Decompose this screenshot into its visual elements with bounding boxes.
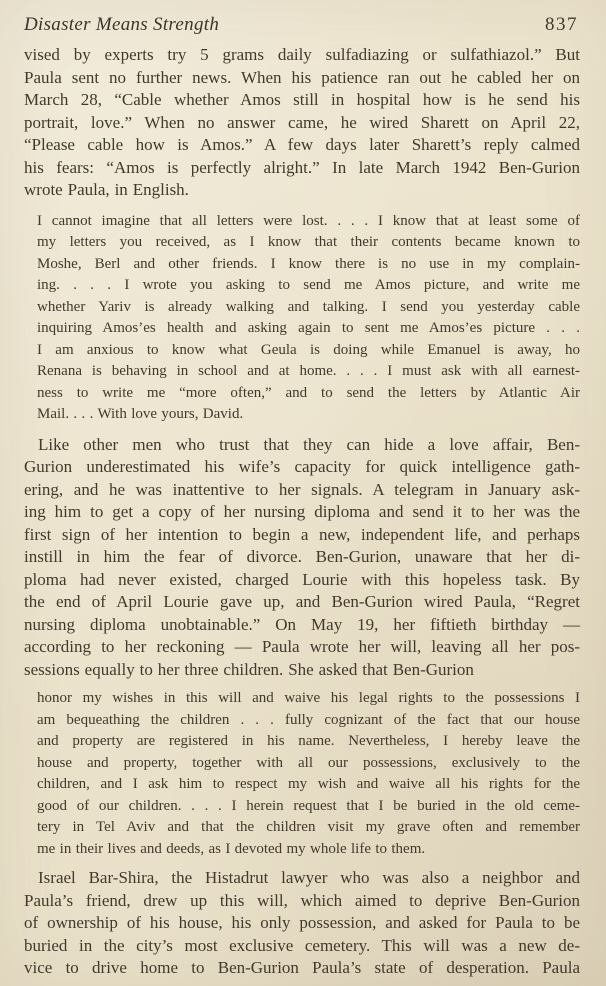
text-line: Moshe, Berl and other friends. I know there is no use in my complain- — [37, 255, 580, 272]
text-line: Paula’s friend, drew up this will, which aimed to deprive Ben-Gurion — [24, 890, 580, 910]
running-header — [24, 14, 580, 36]
text-line: me in their lives and deeds, as I devoted my whole life to them. — [37, 840, 426, 857]
text-line: portrait, love.” When no answer came, he wired Sharett on April 22, — [24, 112, 580, 132]
text-line: vice to drive home to Ben-Gurion Paula’s state of desperation. Paula — [24, 958, 580, 977]
text-line: Israel Bar-Shira, the Histadrut lawyer who was also a neighbor and — [38, 868, 580, 887]
block-quote-will — [24, 688, 580, 860]
text-line: ering, and he was inattentive to her signals. A telegram in January ask- — [24, 479, 580, 499]
text-line: buried in the city’s most exclusive cemetery. This will was a new de- — [24, 935, 580, 955]
text-line: vised by experts try 5 grams daily sulfadiazing or sulfathiazol.” But — [24, 45, 580, 64]
block-quote-letter-david — [24, 211, 580, 426]
text-line: the end of April Lourie gave up, and Ben-Gurion wired Paula, “Regret — [24, 592, 580, 611]
text-line: inquiring Amos’es health and asking again to sent me Amos’es picture . . . — [37, 320, 580, 336]
text-line: “Please cable how is Amos.” A few days later Sharett’s reply calmed — [24, 135, 580, 154]
text-line: instill in him the fear of divorce. Ben-Gurion, unaware that her di- — [24, 547, 580, 566]
text-line: Like other men who trust that they can hide a love affair, Ben- — [38, 434, 580, 454]
text-line: I am anxious to know what Geula is doing while Emanuel is away, ho — [37, 341, 580, 358]
text-line: Gurion underestimated his wife’s capacity for quick intelligence gath- — [24, 457, 580, 476]
page-content — [24, 44, 580, 980]
text-line: I cannot imagine that all letters were lost. . . . I know that at least some of — [37, 212, 580, 229]
text-line: March 28, “Cable whether Amos still in hospital how is he send his — [24, 90, 580, 109]
text-line: good of our children. . . . I herein request that I be buried in the old ceme- — [37, 797, 580, 814]
text-line: tery in Tel Aviv and that the children visit my grave often and remember — [37, 819, 580, 835]
text-line: according to her reckoning — Paula wrote her will, leaving all her pos- — [24, 637, 580, 656]
text-line: Renana is behaving in school and at home. . . . I must ask with all earnest- — [37, 363, 580, 379]
text-line: his fears: “Amos is perfectly alright.” In late March 1942 Ben-Gurion — [24, 157, 580, 177]
text-line: of ownership of his house, his only possession, and asked for Paula to be — [24, 913, 580, 932]
page-number: 837 — [545, 14, 578, 35]
text-line: Paula sent no further news. When his patience ran out he cabled her on — [24, 67, 580, 87]
text-line: my letters you received, as I know that their contents became known to — [37, 234, 580, 250]
text-line: children, and I ask him to respect my wish and waive all his rights for the — [37, 776, 580, 792]
paragraph-3 — [24, 867, 580, 980]
text-line: ness to write me “more often,” and to send the letters by Atlantic Air — [37, 384, 580, 401]
text-line: house and property, together with all our possessions, exclusively to the — [37, 754, 580, 771]
text-line: ing. . . . I wrote you asking to send me Amos picture, and write me — [37, 277, 580, 293]
chapter-title: Disaster Means Strength — [24, 14, 220, 35]
text-line: and property are registered in his name. Nevertheless, I hereby leave the — [37, 733, 580, 749]
text-line: first sign of her intention to begin a new, independent life, and perhaps — [24, 524, 580, 544]
text-line: nursing diploma unobtainable.” On May 19, her fiftieth birthday — — [24, 614, 580, 634]
paragraph-1 — [24, 44, 580, 202]
text-line: am bequeathing the children . . . fully cognizant of the fact that our house — [37, 711, 580, 728]
paragraph-2 — [24, 434, 580, 682]
text-line: Mail. . . . With love yours, David. — [37, 406, 244, 422]
text-line: ploma had never existed, charged Lourie with this hopeless task. By — [24, 569, 580, 589]
text-line: whether Yariv is already walking and talking. I send you yesterday cable — [37, 298, 580, 315]
text-line: ing him to get a copy of her nursing diploma and send it to her was the — [24, 502, 580, 521]
text-line: wrote Paula, in English. — [24, 180, 189, 199]
text-line: sessions equally to her three children. She asked that Ben-Gurion — [24, 659, 474, 679]
text-line: honor my wishes in this will and waive his legal rights to the possessions I — [37, 690, 580, 706]
